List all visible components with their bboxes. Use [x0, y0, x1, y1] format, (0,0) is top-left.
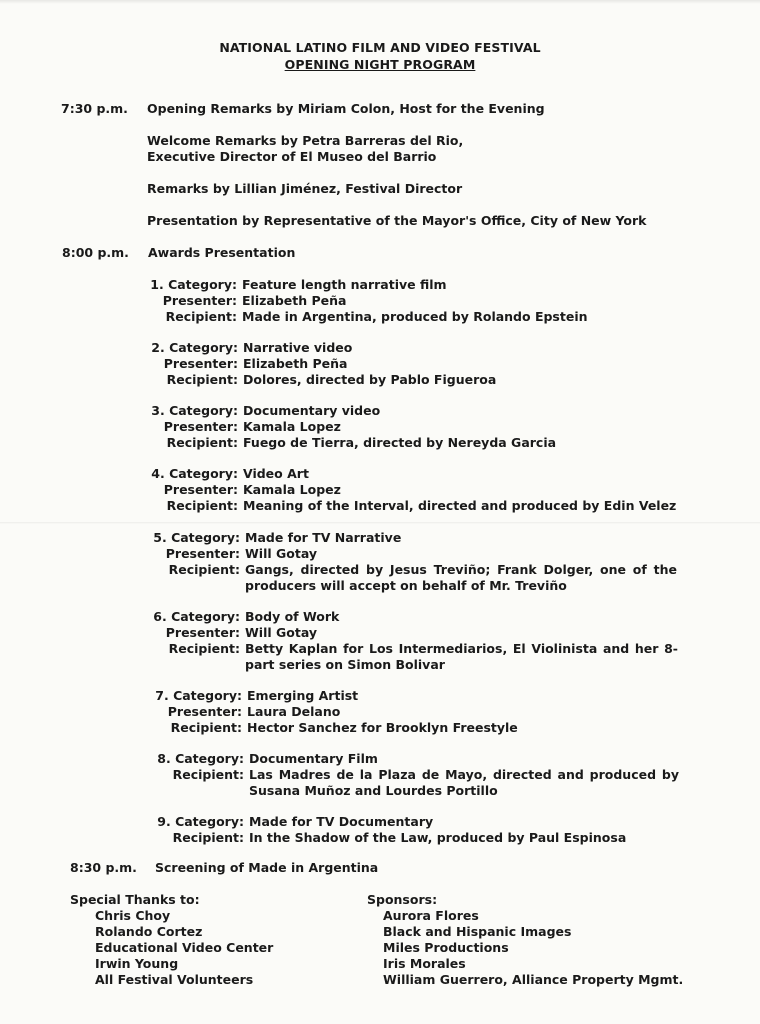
special-thanks-list	[95, 908, 273, 988]
time-800: 8:00 p.m.	[62, 245, 129, 260]
category-label: Category:	[169, 403, 238, 418]
award-1	[0, 277, 760, 325]
mayor-presentation	[147, 213, 647, 229]
award-presenter: Will Gotay	[245, 546, 318, 561]
director-remarks-line: Remarks by Lillian Jiménez, Festival Director	[147, 181, 463, 196]
list-item: Aurora Flores	[383, 908, 479, 923]
award-category: Emerging Artist	[247, 688, 359, 703]
award-4	[0, 466, 760, 514]
program-subtitle: OPENING NIGHT PROGRAM	[284, 57, 476, 72]
awards-heading: Awards Presentation	[148, 245, 296, 260]
award-number: 1.	[150, 277, 164, 292]
award-category: Made for TV Narrative	[245, 530, 402, 545]
award-7	[0, 688, 760, 736]
list-item: All Festival Volunteers	[95, 972, 254, 987]
special-thanks	[70, 892, 274, 987]
list-item: Miles Productions	[383, 940, 509, 955]
category-label: Category:	[169, 466, 238, 481]
award-presenter: Will Gotay	[245, 625, 318, 640]
award-recipient: Meaning of the Interval, directed and produced by Edin Velez	[243, 498, 677, 513]
screening-heading: Screening of Made in Argentina	[155, 860, 379, 875]
award-recipient: Gangs, directed by Jesus Treviño; Frank Dolger, one of the producers will accept on behalf of Mr. Treviño	[245, 562, 677, 593]
award-number: 3.	[151, 403, 165, 418]
award-recipient: Betty Kaplan for Los Intermediarios, El Violinista and her 8-part series on Simon Bolivar	[245, 641, 678, 672]
category-label: Category:	[171, 530, 240, 545]
award-number: 2.	[151, 340, 165, 355]
award-2	[0, 340, 760, 388]
award-category: Feature length narrative film	[242, 277, 447, 292]
festival-title: NATIONAL LATINO FILM AND VIDEO FESTIVAL	[219, 40, 541, 55]
award-number: 5.	[153, 530, 167, 545]
mayor-presentation-line: Presentation by Representative of the Mayor's Office, City of New York	[147, 213, 647, 228]
award-8	[0, 751, 760, 799]
award-recipient: Hector Sanchez for Brooklyn Freestyle	[247, 720, 518, 735]
award-category: Documentary Film	[249, 751, 378, 766]
opening-remarks-line: Opening Remarks by Miriam Colon, Host for the Evening	[147, 101, 545, 116]
sponsors-heading: Sponsors:	[367, 892, 438, 907]
award-presenter: Elizabeth Peña	[243, 356, 348, 371]
list-item: Iris Morales	[383, 956, 466, 971]
award-9	[0, 814, 760, 846]
category-label: Category:	[175, 751, 244, 766]
special-thanks-heading: Special Thanks to:	[70, 892, 200, 907]
category-label: Category:	[173, 688, 242, 703]
presenter-label: Presenter:	[163, 356, 238, 371]
presenter-label: Presenter:	[165, 546, 240, 561]
list-item: Educational Video Center	[95, 940, 274, 955]
award-number: 7.	[155, 688, 169, 703]
recipient-label: Recipient:	[172, 830, 244, 845]
director-remarks	[147, 181, 462, 197]
award-number: 4.	[151, 466, 165, 481]
category-label: Category:	[168, 277, 237, 292]
recipient-label: Recipient:	[168, 641, 240, 656]
presenter-label: Presenter:	[162, 293, 237, 308]
award-6	[0, 609, 760, 673]
recipient-label: Recipient:	[166, 372, 238, 387]
paper-fold-line	[0, 522, 760, 524]
recipient-label: Recipient:	[172, 767, 244, 782]
paper-top-edge	[0, 0, 760, 4]
award-number: 8.	[157, 751, 171, 766]
recipient-label: Recipient:	[166, 435, 238, 450]
welcome-remarks-line-2: Executive Director of El Museo del Barrio	[147, 149, 437, 164]
recipient-label: Recipient:	[170, 720, 242, 735]
award-presenter: Kamala Lopez	[243, 482, 341, 497]
welcome-remarks-line-1: Welcome Remarks by Petra Barreras del Rio,	[147, 133, 464, 148]
presenter-label: Presenter:	[167, 704, 242, 719]
category-label: Category:	[171, 609, 240, 624]
award-category: Video Art	[243, 466, 309, 481]
award-category: Narrative video	[243, 340, 353, 355]
award-category: Documentary video	[243, 403, 381, 418]
sponsors	[367, 892, 684, 987]
sponsors-list	[383, 908, 683, 988]
award-category: Made for TV Documentary	[249, 814, 434, 829]
list-item: William Guerrero, Alliance Property Mgmt.	[383, 972, 684, 987]
recipient-label: Recipient:	[166, 498, 238, 513]
award-number: 9.	[157, 814, 171, 829]
award-recipient: Made in Argentina, produced by Rolando Epstein	[242, 309, 588, 324]
recipient-label: Recipient:	[165, 309, 237, 324]
award-3	[0, 403, 760, 451]
award-recipient: Las Madres de la Plaza de Mayo, directed and produced by Susana Muñoz and Lourdes Portillo	[249, 767, 679, 798]
award-recipient: Dolores, directed by Pablo Figueroa	[243, 372, 497, 387]
category-label: Category:	[175, 814, 244, 829]
list-item: Rolando Cortez	[95, 924, 203, 939]
award-presenter: Kamala Lopez	[243, 419, 341, 434]
award-recipient: In the Shadow of the Law, produced by Paul Espinosa	[249, 830, 627, 845]
list-item: Black and Hispanic Images	[383, 924, 572, 939]
category-label: Category:	[169, 340, 238, 355]
presenter-label: Presenter:	[165, 625, 240, 640]
time-830: 8:30 p.m.	[70, 860, 137, 875]
award-recipient: Fuego de Tierra, directed by Nereyda Garcia	[243, 435, 557, 450]
recipient-label: Recipient:	[168, 562, 240, 577]
award-5	[0, 530, 760, 594]
welcome-remarks	[147, 133, 463, 165]
presenter-label: Presenter:	[163, 482, 238, 497]
award-presenter: Elizabeth Peña	[242, 293, 347, 308]
award-presenter: Laura Delano	[247, 704, 341, 719]
presenter-label: Presenter:	[163, 419, 238, 434]
list-item: Chris Choy	[95, 908, 171, 923]
award-category: Body of Work	[245, 609, 340, 624]
award-number: 6.	[153, 609, 167, 624]
time-730: 7:30 p.m.	[61, 101, 128, 116]
opening-remarks	[147, 101, 545, 117]
list-item: Irwin Young	[95, 956, 179, 971]
